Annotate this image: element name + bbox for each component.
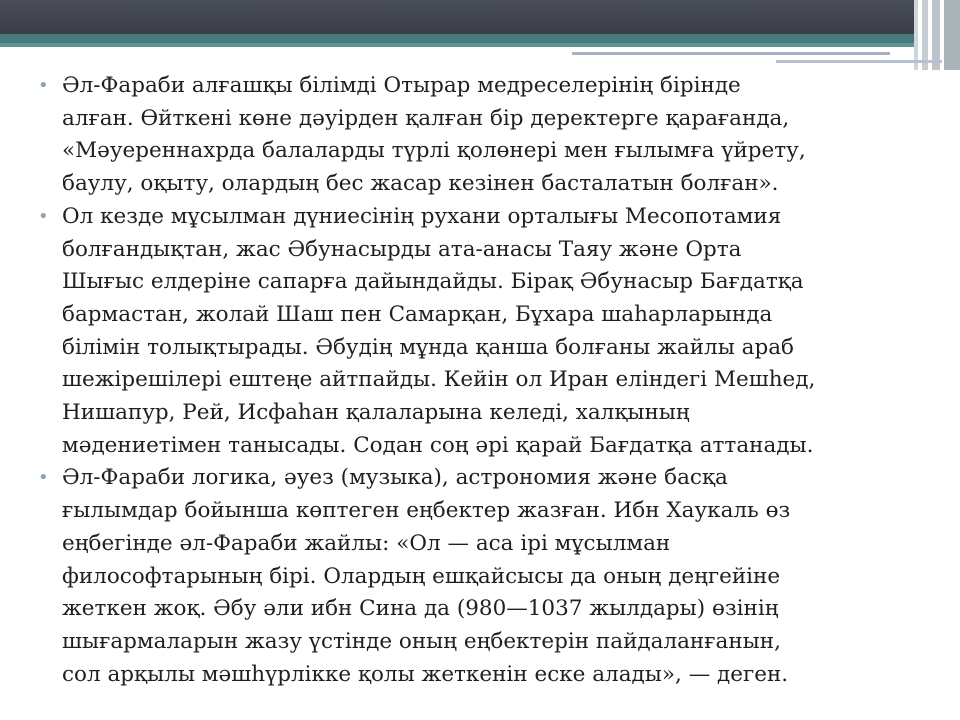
slide-header-accent-line (0, 34, 960, 43)
paragraph-text-2: Ол кезде мұсылман дүниесінің рухани орталығы Месопотамия болғандықтан, жас Әбунасырды ата-анасы Таяу және Орта Шығыс елдеріне сапарға дайындайды. Бірақ Әбунасыр Бағдатқа бармастан, жолай Шаш пен Самарқан, Бұхара шаһарларында білімін толықтырады. Әбудің мұнда қанша болғаны жайлы араб шежірешілері ештеңе айтпайды. Кейін ол Иран еліндегі Мешһед, Нишапур, Рей, Исфаһан қалаларына келеді, халқының мәдениетімен танысады. Содан соң әрі қарай Бағдатқа аттанады. (62, 203, 816, 458)
slide-header-band (0, 0, 960, 34)
bullet-item-3 (34, 462, 914, 691)
paragraph-text-3: Әл-Фараби логика, әуез (музыка), астрономия және басқа ғылымдар бойынша көптеген еңбектер жазған. Ибн Хаукаль өз еңбегінде әл-Фараби жайлы: «Ол — аса ірі мұсылман философтарының бірі. Олардың ешқайсысы да оның деңгейіне жеткен жоқ. Әбу әли ибн Сина да (980—1037 жылдары) өзінің шығармаларын жазу үстінде оның еңбектерін пайдаланғанын, сол арқылы мәшһүрлікке қолы жеткенін еске алады», — деген. (62, 465, 791, 687)
bullet-list (34, 70, 914, 691)
bullet-item-1 (34, 70, 914, 201)
slide-header-underline (0, 43, 960, 47)
bullet-item-2 (34, 201, 914, 463)
slide-decor-line-2 (776, 60, 942, 63)
bullet-icon: • (38, 205, 49, 227)
bullet-icon: • (38, 75, 49, 96)
paragraph-text-1: Әл-Фараби алғашқы білімді Отырар медреселерінің бірінде алған. Өйткені көне дәуірден қалған бір деректерге қарағанда, «Мәуереннахрда балаларды түрлі қолөнері мен ғылымға үйрету, баулу, оқыту, олардың бес жасар кезінен басталатын болған». (62, 73, 806, 197)
slide-decor-line-1 (572, 52, 890, 55)
bullet-icon: • (38, 467, 49, 489)
slide-content (34, 70, 914, 691)
